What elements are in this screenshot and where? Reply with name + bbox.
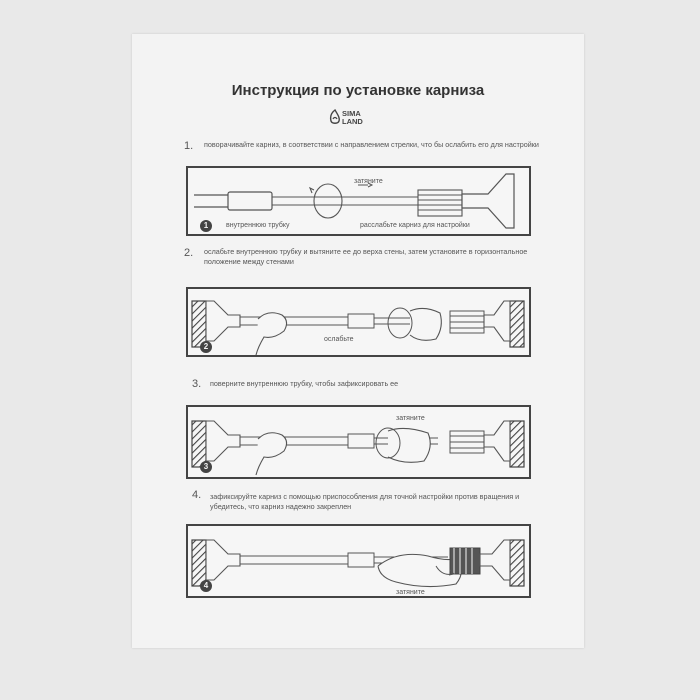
label-inner-tube: внутреннюю трубку [226,222,290,229]
page-title: Инструкция по установке карниза [231,82,485,99]
step-2-illustration [186,287,531,357]
logo-line-2: LAND [342,117,363,126]
label-tighten: затяните [396,589,425,596]
step-4-number: 4. [192,489,202,501]
step-3-illustration [186,405,531,479]
step-1-badge: 1 [200,220,212,232]
instruction-sheet [132,34,584,648]
sima-land-logo [328,109,388,131]
logo-text [342,110,363,126]
step-4-text: зафиксируйте карниз с помощью приспособления для точной настройки против вращения и убедитесь, что карниз надежно закреплен [210,492,520,511]
label-tighten: затяните [354,178,383,185]
step-2-badge: 2 [200,341,212,353]
logo-icon [328,109,342,125]
step-1-illustration [186,166,531,236]
step-2-number: 2. [184,247,194,259]
step-3-badge: 3 [200,461,212,473]
step-2-text: ослабьте внутреннюю трубку и вытяните ее до верха стены, затем установите в горизонтальное положение между стенами [204,247,528,266]
step-3-text: поверните внутреннюю трубку, чтобы зафиксировать ее [210,379,399,388]
label-loosen: ослабьте [324,336,354,343]
step-1-number: 1. [184,140,194,152]
step-4-badge: 4 [200,580,212,592]
label-loosen-for-adjustment: расслабьте карниз для настройки [360,222,470,229]
step-1-text: поворачивайте карниз, в соответствии с направлением стрелки, что бы ослабить его для настройки [204,140,539,149]
logo-line-1: SIMA [342,109,361,118]
step-3-number: 3. [192,378,202,390]
step-4-illustration [186,524,531,598]
label-tighten: затяните [396,415,425,422]
